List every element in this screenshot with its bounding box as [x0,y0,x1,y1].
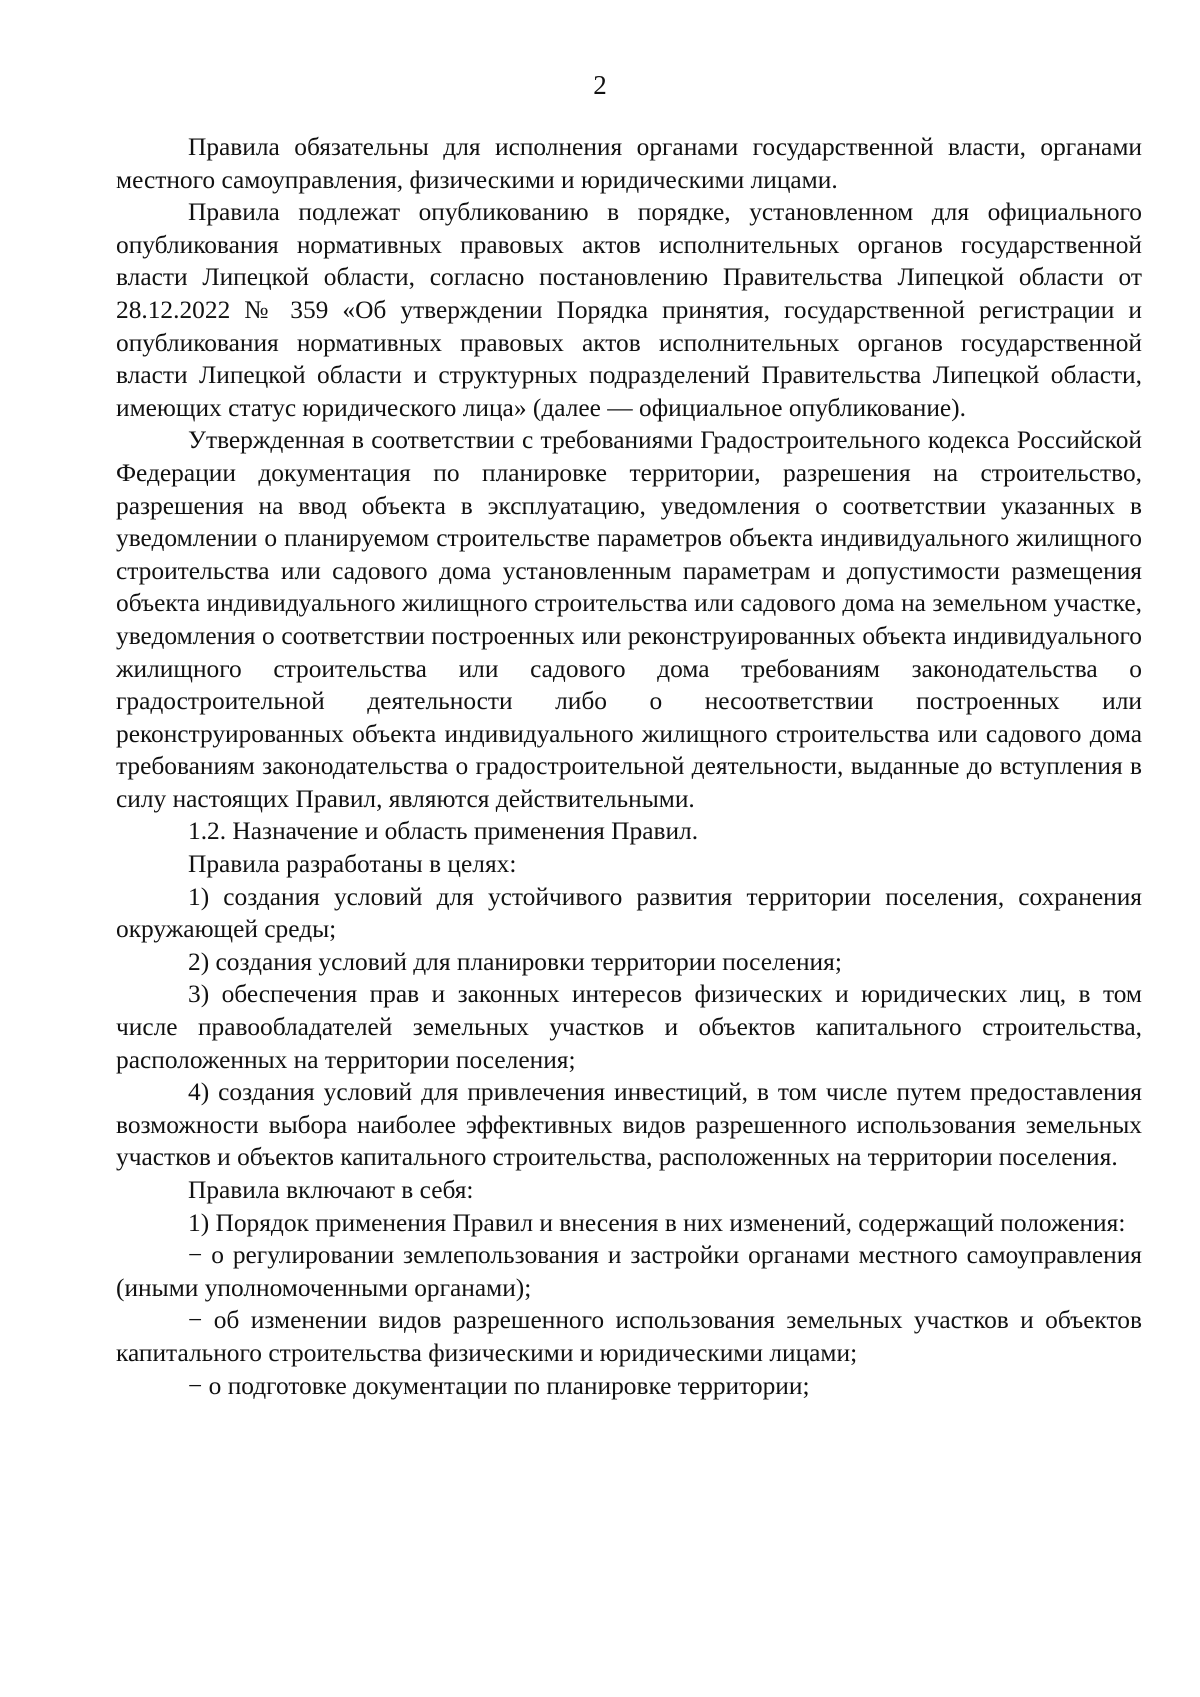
paragraph-goals-intro: Правила разработаны в целях: [188,850,517,879]
goal-item-2: 2) создания условий для планировки территории поселения; [188,947,842,976]
paragraph-contents-intro: Правила включают в себя: [188,1176,474,1204]
dash-item-regulation: − о регулировании землепользования и застройки органами местного самоуправления (иными уполномоченными органами); [116,1241,1142,1302]
contents-item-1: 1) Порядок применения Правил и внесения в них изменений, содержащий положения: [188,1208,1126,1237]
document-body [116,131,1142,1402]
paragraph-publication: Правила подлежат опубликованию в порядке, установленном для официального опубликования нормативных правовых актов исполнительных органов государственной власти Липецкой области, согласно постановлению Правительства Липецкой области от 28.12.2022 № 359 «Об утверждении Порядка принятия, государственной регистрации и опубликования нормативных правовых актов исполнительных органов государственной власти Липецкой области и структурных подразделений Правительства Липецкой области, имеющих статус юридического лица» (далее — официальное опубликование). [116,198,1142,422]
goal-item-3: 3) обеспечения прав и законных интересов физических и юридических лиц, в том числе правообладателей земельных участков и объектов капитального строительства, расположенных на территории поселения; [116,980,1142,1074]
paragraph-obligatory: Правила обязательны для исполнения органами государственной власти, органами местного самоуправления, физическими и юридическими лицами. [116,133,1142,194]
page-number: 2 [593,70,607,100]
dash-item-planning-docs: − о подготовке документации по планировке территории; [188,1371,810,1400]
goal-item-4: 4) создания условий для привлечения инвестиций, в том числе путем предоставления возможности выбора наиболее эффективных видов разрешенного использования земельных участков и объектов капитального строительства, расположенных на территории поселения. [116,1078,1142,1172]
section-heading-1-2: 1.2. Назначение и область применения Правил. [188,817,699,846]
paragraph-approved-documentation: Утвержденная в соответствии с требованиями Градостроительного кодекса Российской Федерации документация по планировке территории, разрешения на строительство, разрешения на ввод объекта в эксплуатацию, уведомления о соответствии указанных в уведомлении о планируемом строительстве параметров объекта индивидуального жилищного строительства или садового дома установленным параметрам и допустимости размещения объекта индивидуального жилищного строительства или садового дома на земельном участке, уведомления о соответствии построенных или реконструированных объекта индивидуального жилищного строительства или садового дома требованиям законодательства о градостроительной деятельности либо о несоответствии построенных или реконструированных объекта индивидуального жилищного строительства или садового дома требованиям законодательства о градостроительной деятельности, выданные до вступления в силу настоящих Правил, являются действительными. [116,426,1142,813]
dash-item-use-change: − об изменении видов разрешенного использования земельных участков и объектов капитального строительства физическими и юридическими лицами; [116,1306,1142,1367]
goal-item-1: 1) создания условий для устойчивого развития территории поселения, сохранения окружающей среды; [116,882,1142,944]
